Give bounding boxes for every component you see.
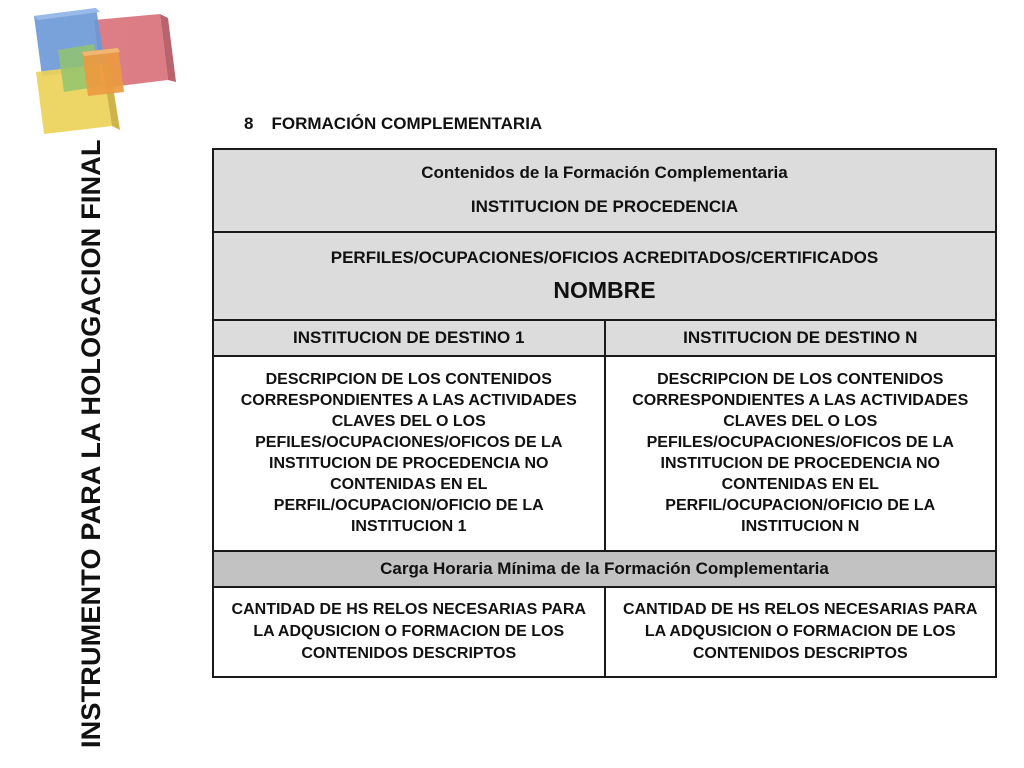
name-label: NOMBRE bbox=[553, 276, 656, 303]
profiles-cell bbox=[213, 232, 996, 321]
hours-row bbox=[213, 587, 996, 677]
hours-header-row bbox=[213, 551, 996, 587]
destination-1-title: INSTITUCION DE DESTINO 1 bbox=[213, 320, 605, 355]
section-heading bbox=[244, 114, 542, 134]
destination-n-title: INSTITUCION DE DESTINO N bbox=[605, 320, 997, 355]
homologation-table bbox=[212, 148, 997, 678]
destination-1-description: DESCRIPCION DE LOS CONTENIDOS CORRESPONDIENTES A LAS ACTIVIDADES CLAVES DEL O LOS PEFILES/OCUPACIONES/OFICOS DE LA INSTITUCION DE PROCEDENCIA NO CONTENIDAS EN EL PERFIL/OCUPACION/OFICIO DE LA INSTITUCION 1 bbox=[213, 356, 605, 551]
header-contents-label: Contenidos de la Formación Complementaria bbox=[421, 163, 788, 183]
destination-n-hours: CANTIDAD DE HS RELOS NECESARIAS PARA LA ADQUSICION O FORMACION DE LOS CONTENIDOS DESCRIPTOS bbox=[605, 587, 997, 677]
side-title: INSTRUMENTO PARA LA HOLOGACION FINAL bbox=[76, 139, 106, 748]
destination-1-hours: CANTIDAD DE HS RELOS NECESARIAS PARA LA ADQUSICION O FORMACION DE LOS CONTENIDOS DESCRIPTOS bbox=[213, 587, 605, 677]
table-header-cell bbox=[213, 149, 996, 232]
header-origin-label: INSTITUCION DE PROCEDENCIA bbox=[470, 197, 739, 217]
destinations-row bbox=[213, 320, 996, 355]
profiles-row bbox=[213, 232, 996, 321]
section-number: 8 bbox=[244, 114, 254, 133]
colored-cubes-logo-icon bbox=[22, 2, 182, 142]
destination-n-description: DESCRIPCION DE LOS CONTENIDOS CORRESPONDIENTES A LAS ACTIVIDADES CLAVES DEL O LOS PEFILES/OCUPACIONES/OFICOS DE LA INSTITUCION DE PROCEDENCIA NO CONTENIDAS EN EL PERFIL/OCUPACION/OFICIO DE LA INSTITUCION N bbox=[605, 356, 997, 551]
section-title: FORMACIÓN COMPLEMENTARIA bbox=[271, 114, 543, 133]
descriptions-row bbox=[213, 356, 996, 551]
table-header-row bbox=[213, 149, 996, 232]
profiles-label: PERFILES/OCUPACIONES/OFICIOS ACREDITADOS/CERTIFICADOS bbox=[330, 247, 879, 267]
hours-header-cell: Carga Horaria Mínima de la Formación Complementaria bbox=[213, 551, 996, 587]
